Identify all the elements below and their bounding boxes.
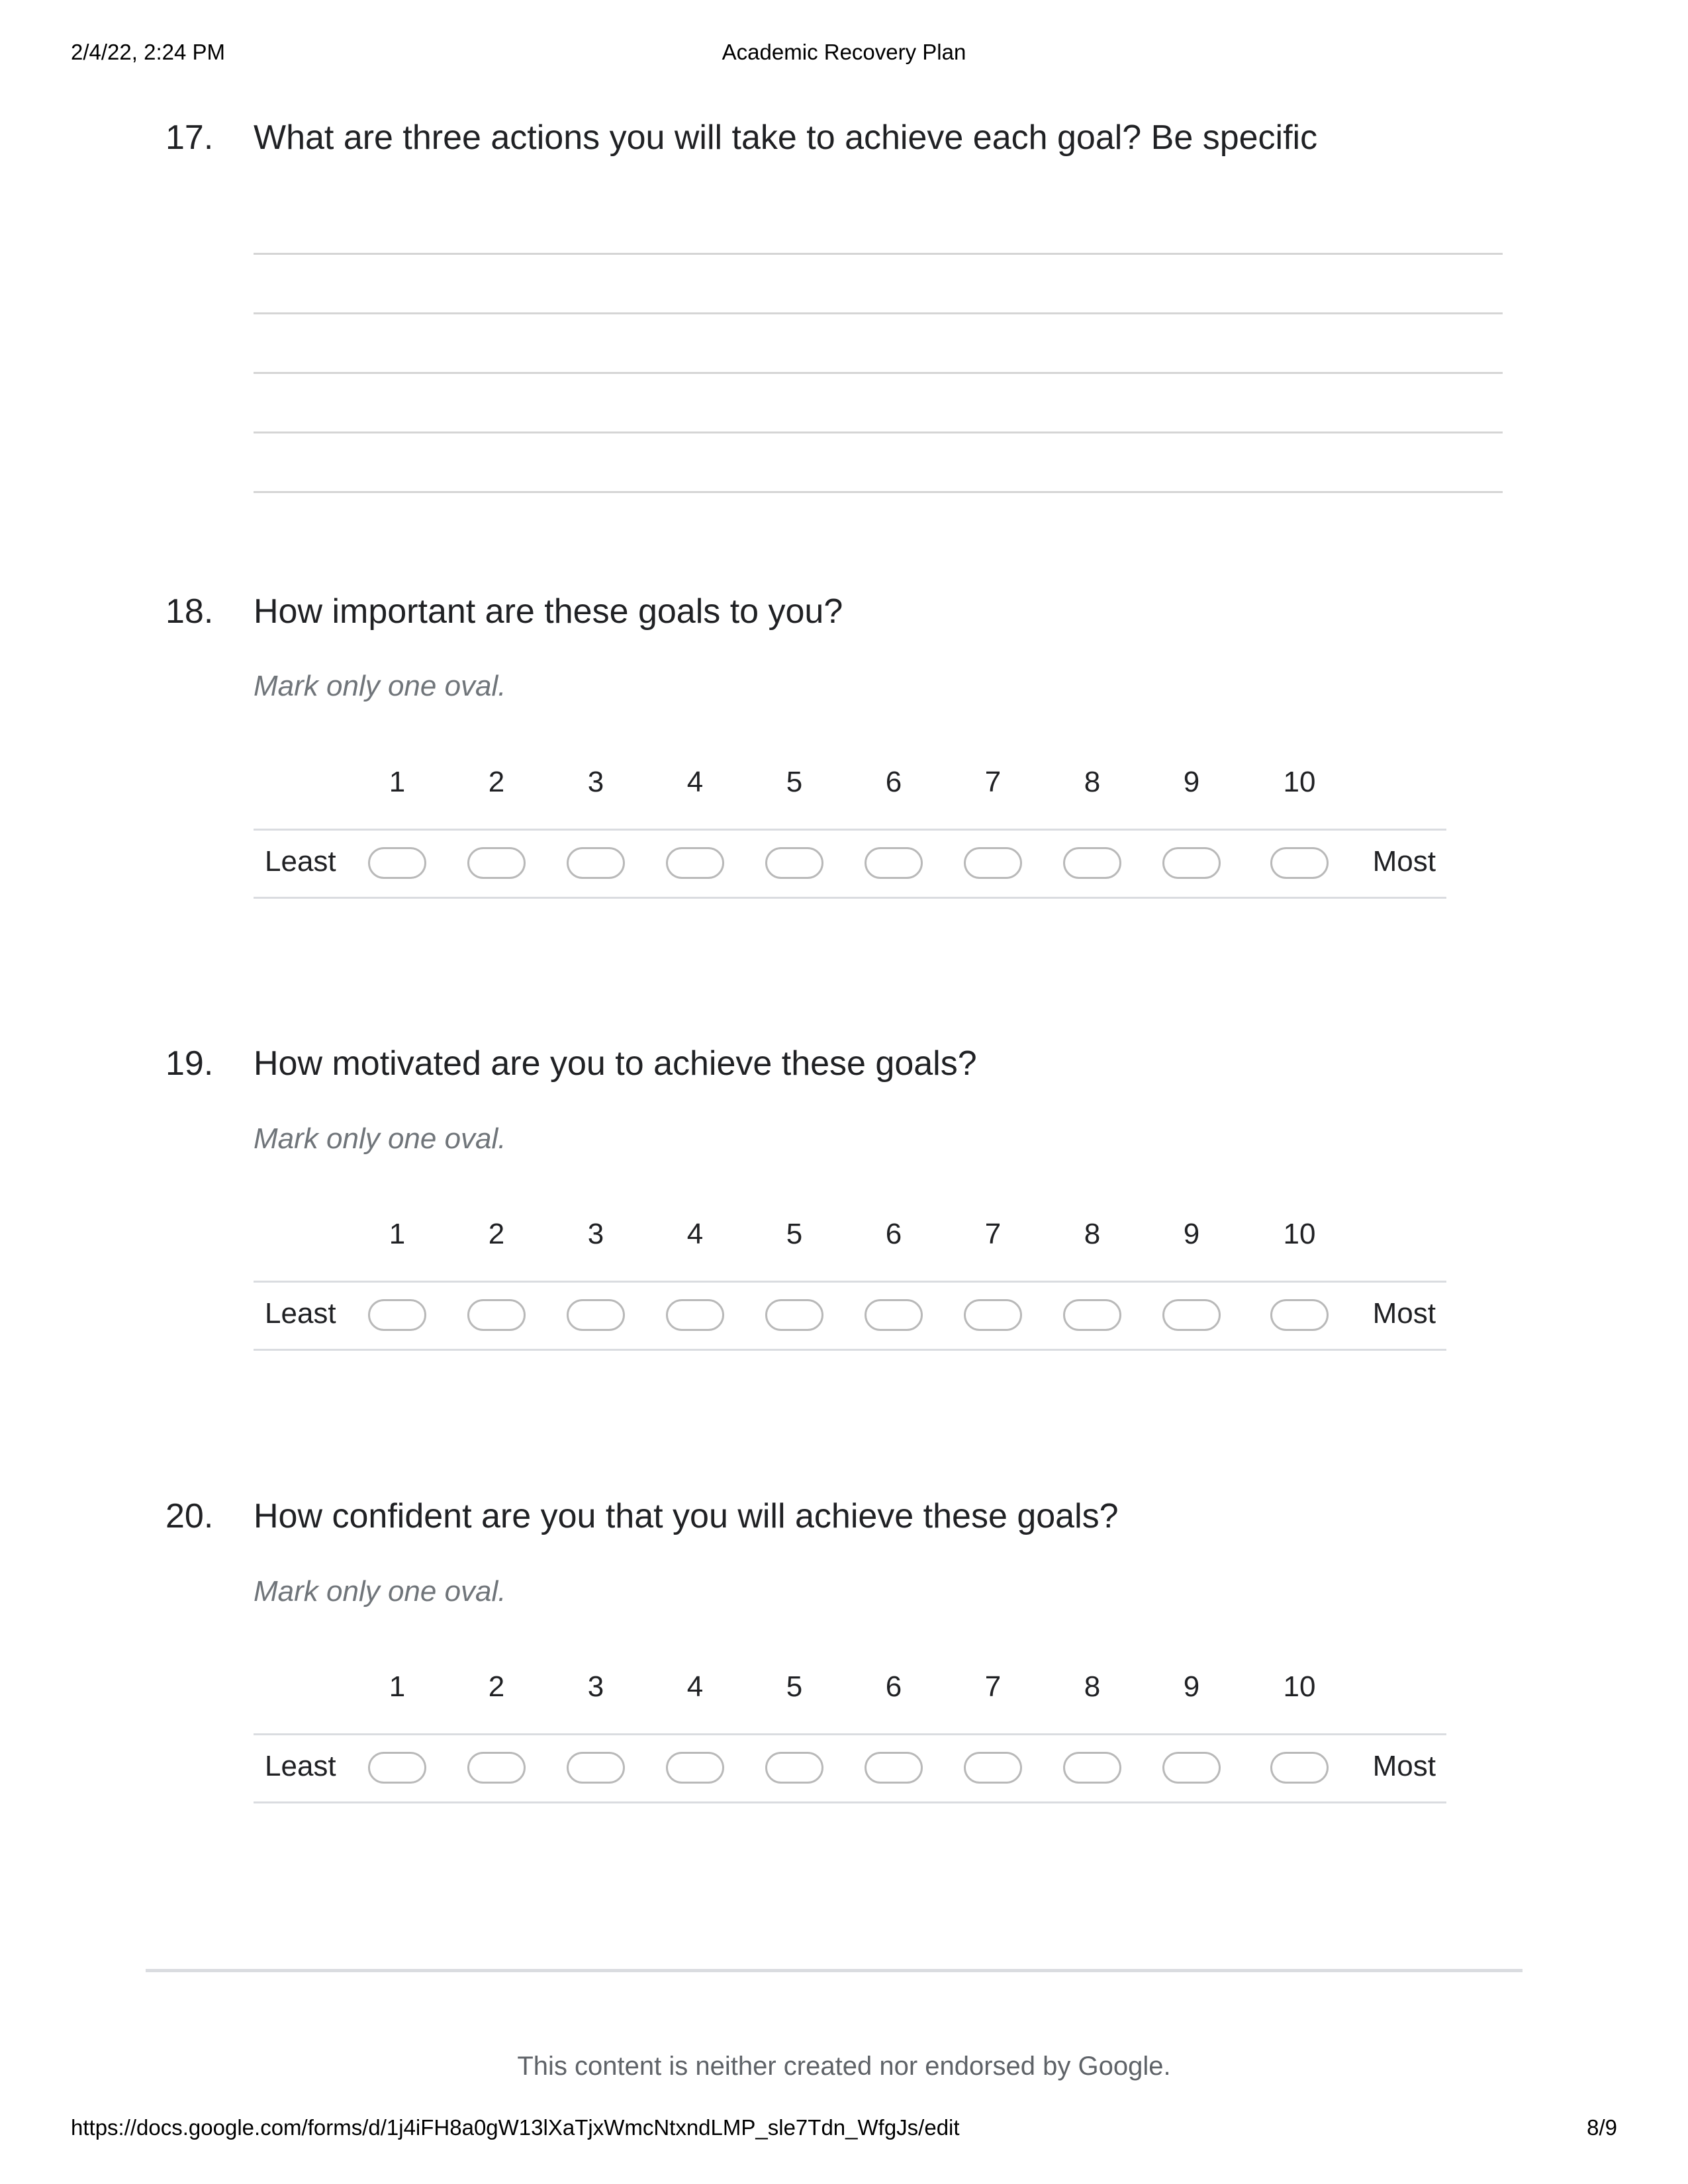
radio-oval-6[interactable] [865, 1752, 923, 1784]
scale-number-3: 3 [587, 1670, 604, 1703]
radio-oval-7[interactable] [964, 847, 1022, 879]
radio-oval-8[interactable] [1063, 847, 1121, 879]
radio-oval-6[interactable] [865, 847, 923, 879]
scale-high-label: Most [1372, 1297, 1436, 1330]
scale-number-3: 3 [587, 1218, 604, 1250]
scale-number-9: 9 [1183, 766, 1200, 798]
scale-number-8: 8 [1084, 1218, 1101, 1250]
scale-number-5: 5 [786, 1670, 803, 1703]
radio-oval-1[interactable] [368, 1752, 426, 1784]
page-number: 8/9 [1587, 2115, 1617, 2140]
scale-numbers [254, 766, 1446, 812]
question-number: 20. [165, 1497, 214, 1535]
radio-oval-3[interactable] [567, 847, 625, 879]
radio-oval-7[interactable] [964, 1299, 1022, 1331]
scale-number-5: 5 [786, 766, 803, 798]
scale-number-7: 7 [984, 766, 1002, 798]
scale-number-6: 6 [885, 1218, 902, 1250]
answer-line [254, 253, 1503, 255]
radio-oval-2[interactable] [467, 1299, 526, 1331]
helper-text: Mark only one oval. [254, 670, 506, 702]
radio-oval-4[interactable] [666, 1752, 724, 1784]
question-number: 19. [165, 1044, 214, 1083]
question-number: 18. [165, 592, 214, 631]
scale-number-8: 8 [1084, 1670, 1101, 1703]
scale-number-3: 3 [587, 766, 604, 798]
radio-oval-10[interactable] [1270, 1299, 1329, 1331]
scale-number-10: 10 [1283, 766, 1316, 798]
answer-line [254, 372, 1503, 374]
radio-oval-4[interactable] [666, 847, 724, 879]
linear-scale [254, 1218, 1446, 1357]
answer-line [254, 432, 1503, 433]
radio-oval-6[interactable] [865, 1299, 923, 1331]
scale-number-6: 6 [885, 1670, 902, 1703]
scale-number-9: 9 [1183, 1218, 1200, 1250]
radio-oval-5[interactable] [765, 847, 823, 879]
radio-oval-9[interactable] [1162, 1752, 1221, 1784]
radio-oval-8[interactable] [1063, 1752, 1121, 1784]
helper-text: Mark only one oval. [254, 1575, 506, 1608]
print-url: https://docs.google.com/forms/d/1j4iFH8a0gW13lXaTjxWmcNtxndLMP_sle7Tdn_WfgJs/edit [71, 2115, 960, 2140]
scale-number-1: 1 [389, 766, 406, 798]
radio-oval-7[interactable] [964, 1752, 1022, 1784]
radio-oval-2[interactable] [467, 1752, 526, 1784]
radio-oval-2[interactable] [467, 847, 526, 879]
scale-number-4: 4 [686, 1670, 704, 1703]
scale-options [254, 829, 1446, 899]
question-text: How important are these goals to you? [254, 592, 843, 631]
scale-options [254, 1733, 1446, 1803]
scale-low-label: Least [265, 1297, 336, 1330]
linear-scale [254, 766, 1446, 905]
radio-oval-10[interactable] [1270, 1752, 1329, 1784]
radio-oval-8[interactable] [1063, 1299, 1121, 1331]
scale-numbers [254, 1670, 1446, 1717]
scale-low-label: Least [265, 1750, 336, 1782]
scale-high-label: Most [1372, 1750, 1436, 1782]
question-text: How motivated are you to achieve these goals? [254, 1044, 977, 1083]
radio-oval-5[interactable] [765, 1752, 823, 1784]
scale-number-7: 7 [984, 1218, 1002, 1250]
section-divider [146, 1969, 1523, 1972]
google-disclaimer: This content is neither created nor endorsed by Google. [517, 2052, 1171, 2081]
radio-oval-9[interactable] [1162, 847, 1221, 879]
radio-oval-9[interactable] [1162, 1299, 1221, 1331]
radio-oval-4[interactable] [666, 1299, 724, 1331]
scale-number-4: 4 [686, 766, 704, 798]
scale-number-5: 5 [786, 1218, 803, 1250]
scale-number-8: 8 [1084, 766, 1101, 798]
scale-number-1: 1 [389, 1218, 406, 1250]
print-datetime: 2/4/22, 2:24 PM [71, 40, 225, 64]
print-title: Academic Recovery Plan [722, 40, 966, 64]
scale-number-4: 4 [686, 1218, 704, 1250]
question-text: How confident are you that you will achieve these goals? [254, 1497, 1119, 1535]
scale-number-6: 6 [885, 766, 902, 798]
question-text: What are three actions you will take to achieve each goal? Be specific [254, 118, 1318, 157]
scale-number-9: 9 [1183, 1670, 1200, 1703]
scale-number-10: 10 [1283, 1218, 1316, 1250]
scale-number-7: 7 [984, 1670, 1002, 1703]
scale-numbers [254, 1218, 1446, 1264]
scale-number-2: 2 [488, 1218, 505, 1250]
scale-number-1: 1 [389, 1670, 406, 1703]
answer-line [254, 312, 1503, 314]
scale-low-label: Least [265, 845, 336, 878]
radio-oval-1[interactable] [368, 847, 426, 879]
question-number: 17. [165, 118, 214, 157]
answer-line [254, 491, 1503, 493]
scale-options [254, 1281, 1446, 1351]
linear-scale [254, 1670, 1446, 1809]
helper-text: Mark only one oval. [254, 1122, 506, 1155]
radio-oval-3[interactable] [567, 1752, 625, 1784]
radio-oval-3[interactable] [567, 1299, 625, 1331]
radio-oval-5[interactable] [765, 1299, 823, 1331]
scale-number-10: 10 [1283, 1670, 1316, 1703]
radio-oval-10[interactable] [1270, 847, 1329, 879]
radio-oval-1[interactable] [368, 1299, 426, 1331]
scale-number-2: 2 [488, 766, 505, 798]
scale-high-label: Most [1372, 845, 1436, 878]
scale-number-2: 2 [488, 1670, 505, 1703]
